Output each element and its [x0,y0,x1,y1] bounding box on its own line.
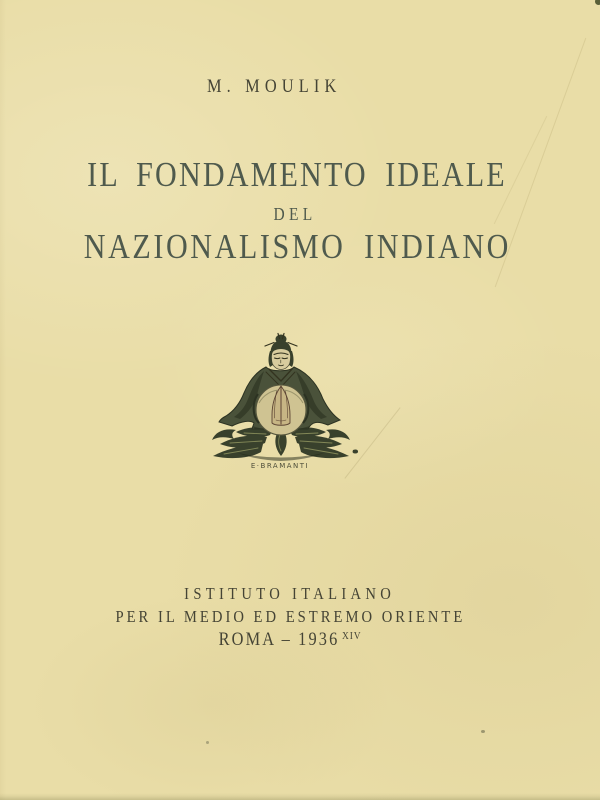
imprint-city-year [0,629,590,651]
book-title-line-2-text: NAZIONALISMO INDIANO [83,227,511,266]
author-name [0,76,574,98]
artist-signature-text: E·BRAMANTI [250,462,310,470]
publisher-subtitle-text: PER IL MEDIO ED ESTREMO ORIENTE [115,607,465,626]
ink-speck [353,449,359,453]
author-name-text: M. MOULIK [206,76,342,97]
book-title-line-2 [0,227,597,267]
fascist-era-numeral: XIV [341,630,362,642]
book-title-connector-text: DEL [273,204,317,224]
seated-figure-lotus-illustration [206,331,390,463]
imprint-city-year-text: ROMA – 1936 [218,629,340,650]
publisher-name [0,584,590,604]
paper-speck [481,730,485,733]
book-title-line-1 [0,155,597,195]
ink-speck-corner [595,0,600,5]
book-title-connector [0,204,595,225]
publisher-name-text: ISTITUTO ITALIANO [184,584,396,603]
book-title-line-1-text: IL FONDAMENTO IDEALE [87,155,507,194]
paper-speck [206,741,209,744]
artist-signature [206,462,354,470]
seated-figure [219,334,340,436]
publisher-subtitle [0,607,590,627]
